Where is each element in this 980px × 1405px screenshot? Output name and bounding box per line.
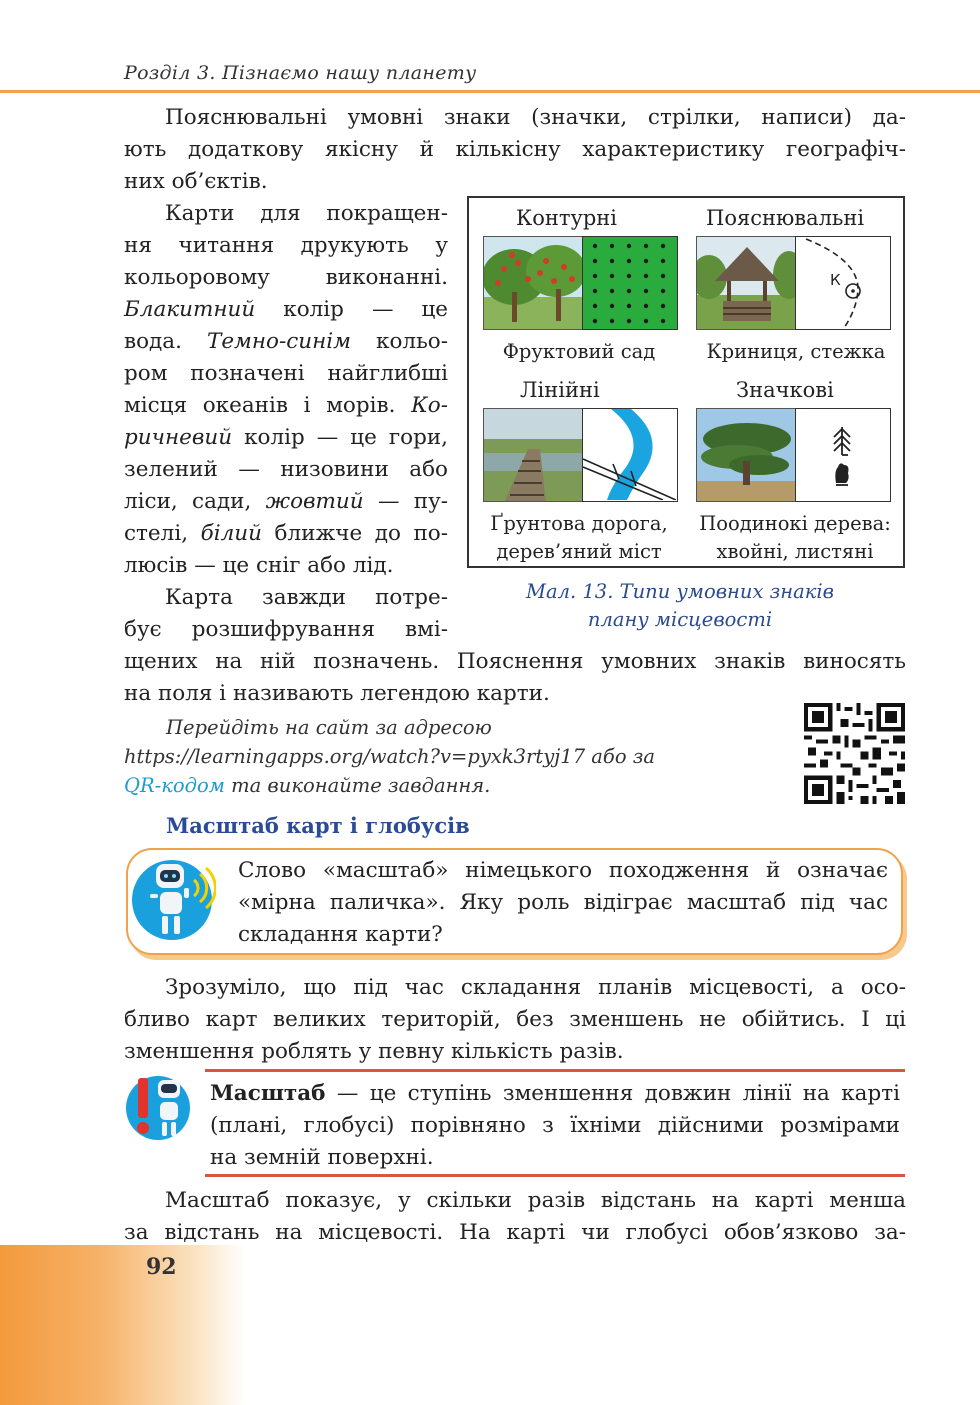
task-url[interactable]: https://learningapps.org/watch?v=pyxk3rtyj17 або за	[124, 745, 656, 768]
road-bridge-symbol	[582, 408, 678, 502]
bridge-photo	[483, 408, 583, 502]
colors-text: колір — це гори,	[232, 425, 448, 450]
reduction-line: зменшення роблять у певну кількість разів.	[124, 1039, 624, 1064]
colors-line	[124, 390, 448, 422]
definition-bottom-rule	[205, 1174, 905, 1177]
legend-line: Карта завжди потре-	[165, 585, 448, 610]
figure-caption	[470, 578, 890, 634]
colors-line: Карти для покращен-	[165, 201, 448, 226]
header-divider	[0, 90, 980, 93]
colors-text: стелі,	[124, 521, 201, 546]
running-title: Розділ 3. Пізнаємо нашу планету	[124, 62, 477, 84]
colors-text: місця океанів і морів.	[124, 393, 412, 418]
intro-line: ють додаткову якісну й кількісну характеристику географіч-	[124, 137, 906, 162]
figure-caption-line: плану місцевості	[587, 608, 773, 631]
colors-text: ближче до по-	[261, 521, 448, 546]
heading-explanatory: Пояснювальні	[706, 206, 865, 230]
robot-exclamation-icon	[124, 1072, 196, 1142]
colors-line	[124, 294, 448, 326]
colors-line	[124, 326, 448, 358]
colors-line: ром позначені найглибші	[124, 361, 448, 386]
task-text: та виконайте завдання.	[224, 774, 491, 797]
task-line-1: Перейдіть на сайт за адресою	[166, 716, 492, 739]
well-path-symbol	[795, 236, 891, 330]
question-line: Слово «масштаб» німецького походження й означає	[238, 858, 888, 883]
definition-text-part: — це ступінь зменшення довжин лінії на карті	[325, 1081, 900, 1106]
orchard-symbol	[582, 236, 678, 330]
colors-line	[124, 486, 448, 518]
heading-point: Значкові	[736, 378, 834, 402]
caption-linear-2: дерев’яний міст	[496, 540, 662, 563]
color-name-brown: Ко-	[411, 393, 448, 418]
color-name-brown-cont: ричневий	[124, 425, 233, 450]
orchard-photo	[483, 236, 583, 330]
color-name-blue: Блакитний	[124, 297, 256, 322]
reduction-line: бливо карт великих територій, без зменшень не обійтись. І ці	[124, 1007, 906, 1032]
colors-text: кольо-	[351, 329, 448, 354]
caption-contour: Фруктовий сад	[502, 340, 656, 363]
qr-code-icon[interactable]	[804, 703, 905, 804]
intro-line: Пояснювальні умовні знаки (значки, стрілки, написи) да-	[165, 105, 906, 130]
robot-wifi-icon	[132, 852, 216, 942]
caption-point-2: хвойні, листяні	[716, 540, 874, 563]
reduction-line: Зрозуміло, що під час складання планів місцевості, а осо-	[165, 975, 906, 1000]
figure-caption-line: Мал. 13. Типи умовних знаків	[525, 580, 834, 603]
page-number: 92	[146, 1254, 177, 1280]
caption-explanatory: Криниця, стежка	[706, 340, 886, 363]
colors-line: зелений — низовини або	[124, 457, 448, 482]
tree-photo	[696, 408, 796, 502]
color-name-yellow: жовтий	[265, 489, 364, 514]
heading-contour: Контурні	[516, 206, 618, 230]
colors-line: ня читання друкують у	[124, 233, 448, 258]
colors-text: колір — це	[255, 297, 448, 322]
legend-line: бує розшифрування вмі-	[124, 617, 448, 642]
intro-line: них об’єктів.	[124, 169, 268, 194]
caption-point-1: Поодинокі дерева:	[699, 512, 891, 535]
colors-text: вода.	[124, 329, 207, 354]
scale-line: за відстань на місцевості. На карті чи глобусі обов’язково за-	[124, 1220, 906, 1245]
colors-line: люсів — це сніг або лід.	[124, 553, 394, 578]
definition-top-rule	[205, 1069, 905, 1072]
colors-text: — пу-	[363, 489, 448, 514]
single-trees-symbol	[795, 408, 891, 502]
definition-term: Масштаб	[210, 1081, 326, 1106]
colors-line: кольоровому виконанні.	[124, 265, 448, 290]
section-heading: Масштаб карт і глобусів	[166, 813, 470, 838]
caption-linear-1: Ґрунтова дорога,	[490, 512, 668, 535]
colors-line	[124, 518, 448, 550]
definition-line: (плані, глобусі) порівняно з їхніми дійсними розмірами	[210, 1113, 900, 1138]
colors-text: ліси, сади,	[124, 489, 266, 514]
legend-line: щених на ній позначень. Пояснення умовних знаків виносять	[124, 649, 906, 674]
scale-line: Масштаб показує, у скільки разів відстань на карті менша	[165, 1188, 906, 1213]
page-corner-decoration	[0, 1245, 245, 1405]
task-line-3	[124, 771, 490, 800]
well-photo	[696, 236, 796, 330]
color-name-white: білий	[200, 521, 262, 546]
definition-line	[210, 1078, 900, 1110]
heading-linear: Лінійні	[520, 378, 600, 402]
well-letter: К	[830, 271, 841, 289]
colors-line	[124, 422, 448, 454]
color-name-darkblue: Темно-синім	[206, 329, 351, 354]
figure-map-symbols	[467, 196, 905, 568]
question-line: «мірна паличка». Яку роль відіграє масштаб під час	[238, 890, 888, 915]
question-line: складання карти?	[238, 922, 443, 947]
definition-line: на земній поверхні.	[210, 1145, 434, 1170]
qr-link[interactable]: QR-кодом	[124, 774, 225, 797]
legend-line: на поля і називають легендою карти.	[124, 681, 550, 706]
